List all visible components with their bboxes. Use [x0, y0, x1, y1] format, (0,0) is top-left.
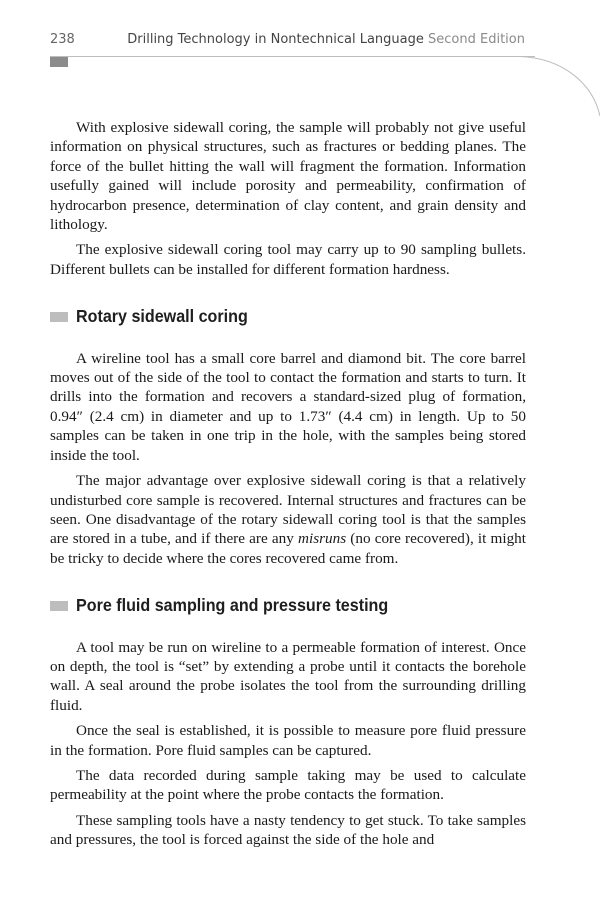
section-marker	[50, 312, 68, 322]
misruns-term: misruns	[298, 530, 347, 548]
section-title-rotary: Rotary sidewall coring	[76, 306, 248, 327]
page-content	[50, 114, 526, 856]
page-number: 238	[50, 32, 75, 47]
rotary-paragraph-1: A wireline tool has a small core barrel and diamond bit. The core barrel moves out of the side of the tool to contact the formation and starts to turn. It drills into the formation and recovers a standard-sized plug of formation, 0.94″ (2.4 cm) in diameter and up to 1.73″ (4.4 cm) in length. Up to 50 samples can be taken in one trip in the hole, with the samples being stored inside the tool.	[50, 349, 526, 464]
header-rule	[50, 56, 535, 57]
section-marker	[50, 601, 68, 611]
pore-paragraph-2: Once the seal is established, it is possible to measure pore fluid pressure in the formation. Pore fluid samples can be captured.	[50, 722, 526, 759]
pore-paragraph-1: A tool may be run on wireline to a permeable formation of interest. Once on depth, the tool is “set” by extending a probe until it contacts the borehole wall. A seal around the probe isolates the tool from the surrounding drilling fluid.	[50, 638, 526, 714]
page-corner-curve	[520, 56, 600, 136]
section-heading-pore	[50, 596, 526, 615]
intro-paragraph-1: With explosive sidewall coring, the sample will probably not give useful information on physical structures, such as fractures or bedding planes. The force of the bullet hitting the wall will fragment the formation. Information usefully gained will include porosity and permeability, confirmation of hydrocarbon presence, determination of clay content, and grain density and lithology.	[50, 119, 526, 234]
running-header	[50, 30, 525, 50]
header-block-marker	[50, 57, 68, 67]
section-title-pore: Pore fluid sampling and pressure testing	[76, 595, 389, 616]
rotary-paragraph-2-start: The major advantage over explosive sidewall coring is that a relatively undisturbed core sample is recovered. Internal structures and fractures can be seen. One disadvantage of the rotary sidewall coring tool is that the samples are stored in a tube, and if there are any	[50, 472, 526, 548]
rotary-paragraph-2	[50, 471, 526, 568]
book-title: Drilling Technology in Nontechnical Language	[127, 32, 424, 47]
intro-paragraph-2: The explosive sidewall coring tool may carry up to 90 sampling bullets. Different bullets can be installed for different formation hardness.	[50, 241, 526, 278]
pore-paragraph-4: These sampling tools have a nasty tendency to get stuck. To take samples and pressures, the tool is forced against the side of the hole and	[50, 811, 526, 849]
running-title	[127, 32, 525, 47]
edition-label: Second Edition	[428, 32, 525, 47]
rotary-paragraph-2-end: (no core recovered), it might be tricky to decide where the cores recovered came from.	[50, 530, 526, 567]
section-heading-rotary	[50, 307, 526, 326]
pore-paragraph-3: The data recorded during sample taking may be used to calculate permeability at the point where the probe contacts the formation.	[50, 766, 526, 804]
